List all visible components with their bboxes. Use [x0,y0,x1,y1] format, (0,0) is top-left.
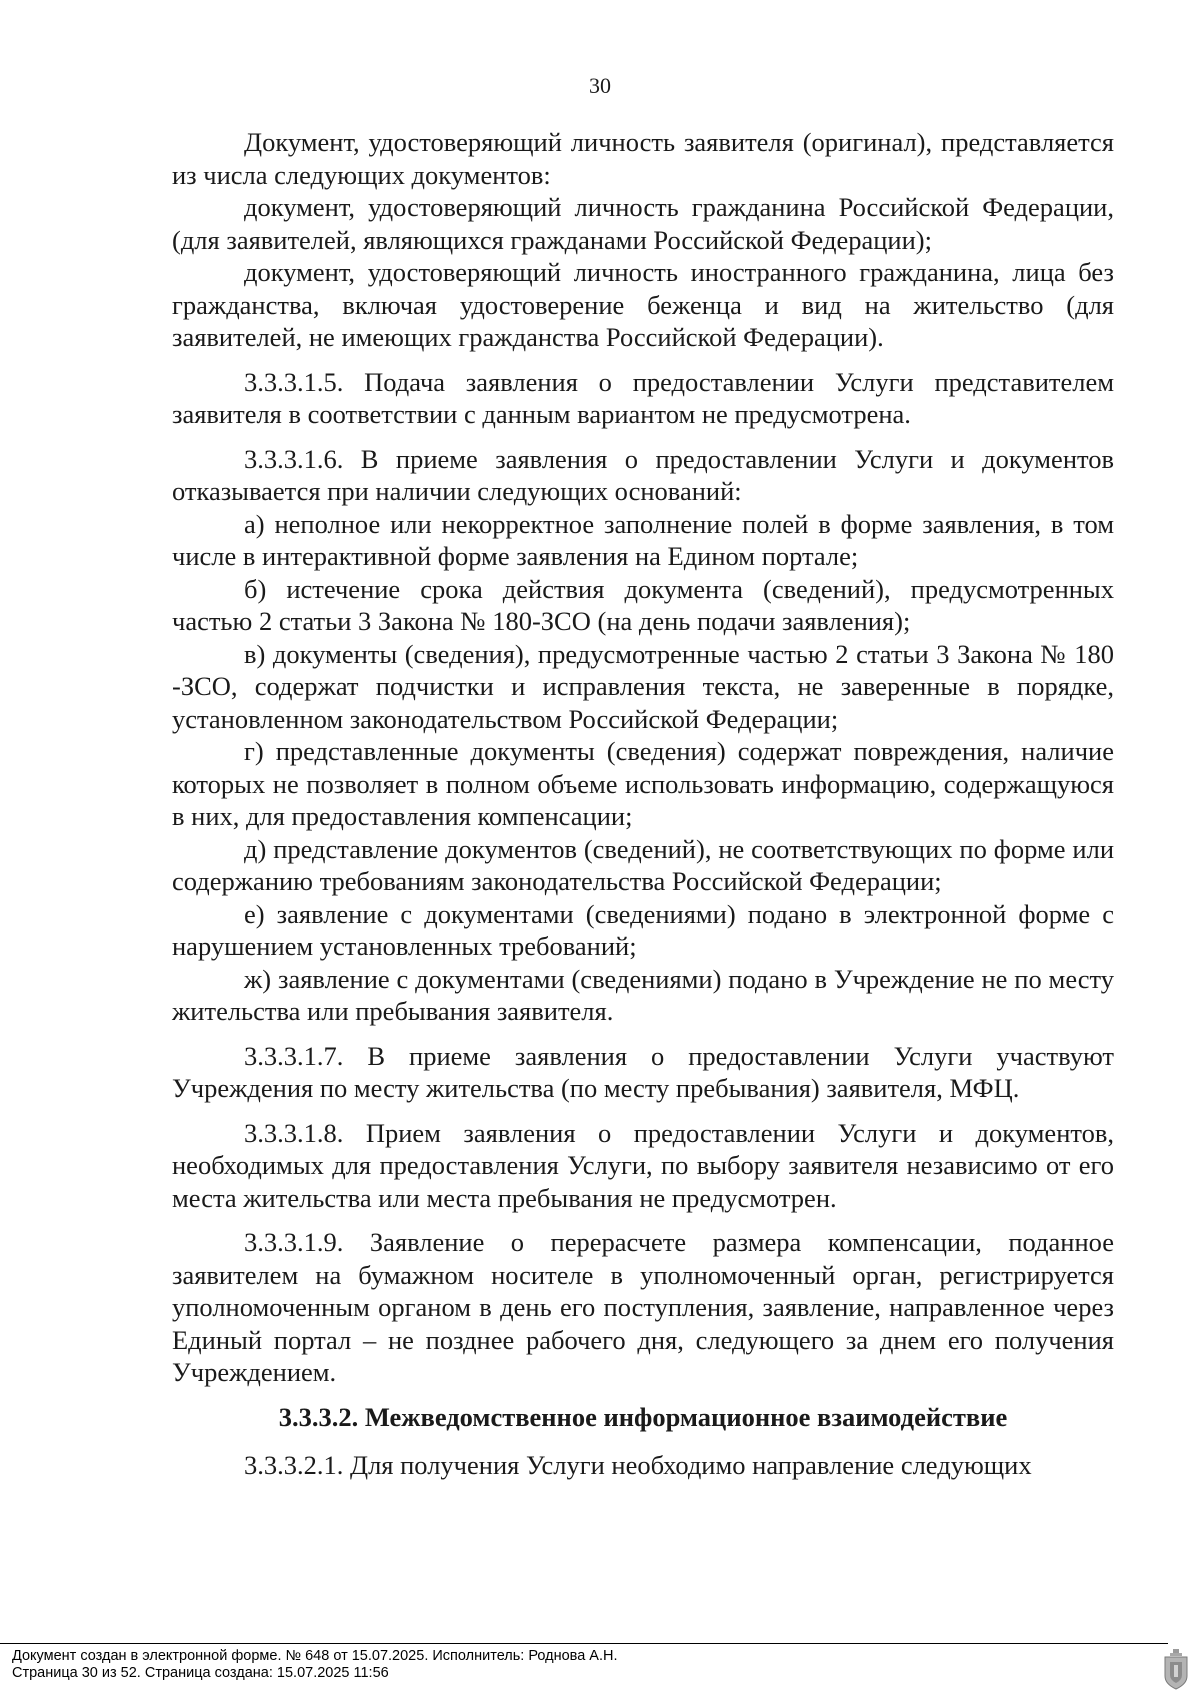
paragraph-3-3-3-1-9: 3.3.3.1.9. Заявление о перерасчете размера компенсации, поданное заявителем на бумажном носителе в уполномоченный орган, регистрируется уполномоченным органом в день его поступления, заявление, направленное через Единый портал – не позднее рабочего дня, следующего за днем его получения Учреждением. [172,1227,1114,1387]
paragraph-identity-document: Документ, удостоверяющий личность заявителя (оригинал), представляется из числа следующих документов: [172,127,1114,190]
footer-divider [0,1643,1168,1644]
document-footer [12,1648,618,1682]
paragraph-3-3-3-1-5: 3.3.3.1.5. Подача заявления о предоставлении Услуги представителем заявителя в соответствии с данным вариантом не предусмотрена. [172,366,1114,429]
document-body [172,126,1114,1482]
list-item-v: в) документы (сведения), предусмотренные частью 2 статьи 3 Закона № 180 -ЗСО, содержат подчистки и исправления текста, не заверенные в порядке, установленном законодательством Российской Федерации; [172,638,1114,734]
paragraph-foreign-citizen-document: документ, удостоверяющий личность иностранного гражданина, лица без гражданства, включая удостоверение беженца и вид на жительство (для заявителей, не имеющих гражданства Российской Федерации). [172,257,1114,352]
list-item-d: д) представление документов (сведений), не соответствующих по форме или содержанию требованиям законодательства Российской Федерации; [172,833,1114,896]
paragraph-3-3-3-1-6: 3.3.3.1.6. В приеме заявления о предоставлении Услуги и документов отказывается при наличии следующих оснований: [172,443,1114,506]
paragraph-3-3-3-1-8: 3.3.3.1.8. Прием заявления о предоставлении Услуги и документов, необходимых для предоставления Услуги, по выбору заявителя независимо от его места жительства или места пребывания не предусмотрен. [172,1117,1114,1213]
footer-line-1: Документ создан в электронной форме. № 648 от 15.07.2025. Исполнитель: Роднова А.Н. [12,1648,618,1664]
section-heading-3-3-3-2: 3.3.3.2. Межведомственное информационное взаимодействие [278,1401,1008,1432]
list-item-b: б) истечение срока действия документа (сведений), предусмотренных частью 2 статьи 3 Закона № 180-ЗСО (на день подачи заявления); [172,573,1114,636]
list-item-a: а) неполное или некорректное заполнение полей в форме заявления, в том числе в интерактивной форме заявления на Едином портале; [172,508,1114,571]
list-item-g: г) представленные документы (сведения) содержат повреждения, наличие которых не позволяет в полном объеме использовать информацию, содержащуюся в них, для предоставления компенсации; [172,736,1114,831]
footer-line-2: Страница 30 из 52. Страница создана: 15.07.2025 11:56 [12,1665,389,1681]
page-number: 30 [589,73,611,98]
coat-of-arms-icon [1162,1648,1190,1690]
paragraph-3-3-3-2-1: 3.3.3.2.1. Для получения Услуги необходимо направление следующих [244,1450,1032,1480]
list-item-e: е) заявление с документами (сведениями) подано в электронной форме с нарушением установленных требований; [172,898,1114,961]
paragraph-3-3-3-1-7: 3.3.3.1.7. В приеме заявления о предоставлении Услуги участвуют Учреждения по месту жительства (по месту пребывания) заявителя, МФЦ. [172,1040,1114,1103]
paragraph-russian-citizen-document: документ, удостоверяющий личность гражданина Российской Федерации, (для заявителей, являющихся гражданами Российской Федерации); [172,192,1114,255]
list-item-zh: ж) заявление с документами (сведениями) подано в Учреждение не по месту жительства или пребывания заявителя. [172,963,1114,1026]
